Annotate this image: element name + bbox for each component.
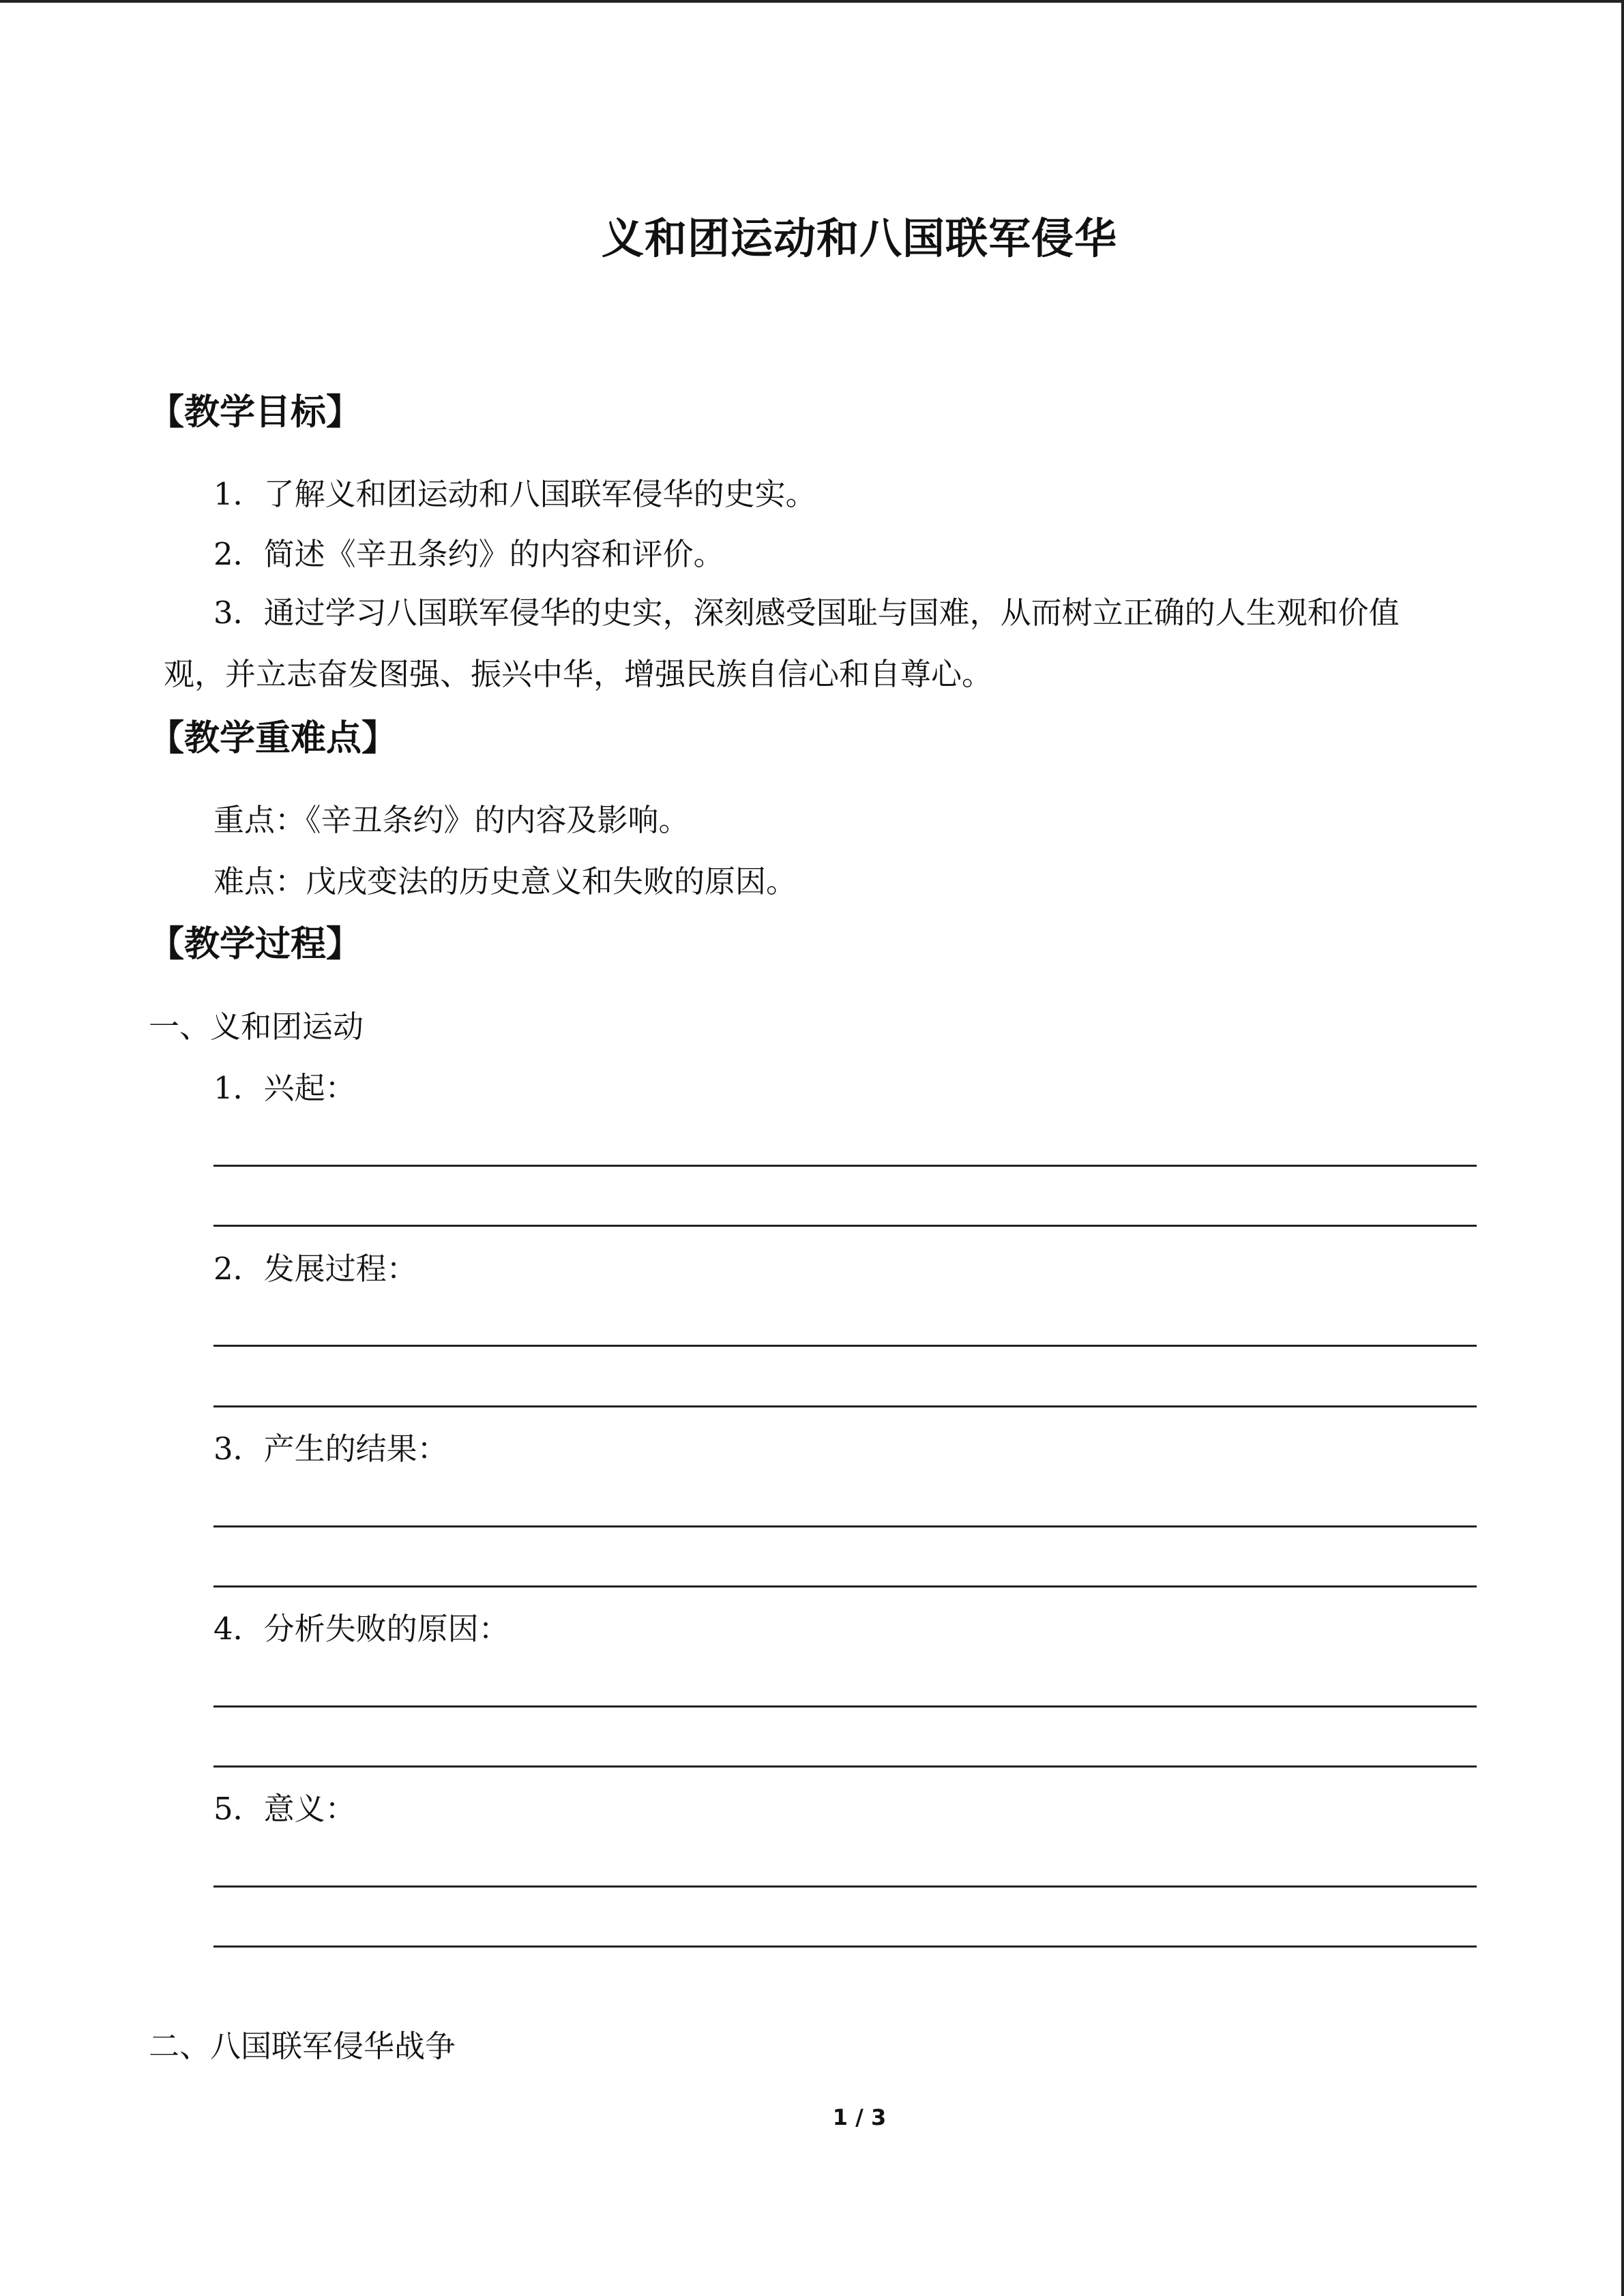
answer-line[interactable]	[213, 1165, 1477, 1167]
process-heading: 【教学过程】	[149, 924, 362, 965]
page-number: 1 / 3	[832, 2104, 887, 2130]
key-point-focus: 重点：《辛丑条约》的内容及影响。	[213, 802, 690, 838]
process-item-failure-reasons: 4．分析失败的原因：	[213, 1611, 510, 1647]
objective-item-2: 2．简述《辛丑条约》的内容和评价。	[213, 536, 724, 572]
part-one-heading: 一、义和团运动	[149, 1009, 364, 1045]
key-points-heading: 【教学重难点】	[149, 718, 398, 759]
part-two-heading: 二、八国联军侵华战争	[149, 2028, 456, 2064]
process-item-development: 2．发展过程：	[213, 1251, 417, 1287]
answer-line[interactable]	[213, 1525, 1477, 1527]
answer-line[interactable]	[213, 1345, 1477, 1347]
objectives-heading: 【教学目标】	[149, 392, 362, 433]
answer-line[interactable]	[213, 1705, 1477, 1708]
document-title: 义和团运动和八国联军侵华	[601, 213, 1117, 263]
objective-item-3-continued: 观，并立志奋发图强、振兴中华，增强民族自信心和自尊心。	[164, 656, 993, 692]
objective-item-1: 1．了解义和团运动和八国联军侵华的史实。	[213, 476, 816, 512]
process-item-result: 3．产生的结果：	[213, 1431, 448, 1467]
page-border-top	[0, 0, 1624, 3]
objective-item-3: 3．通过学习八国联军侵华的史实，深刻感受国耻与国难，从而树立正确的人生观和价值	[213, 595, 1400, 631]
key-point-difficulty: 难点：戊戌变法的历史意义和失败的原因。	[213, 863, 797, 899]
answer-line[interactable]	[213, 1585, 1477, 1587]
answer-line[interactable]	[213, 1765, 1477, 1768]
answer-line[interactable]	[213, 1945, 1477, 1948]
answer-line[interactable]	[213, 1405, 1477, 1407]
process-item-rise: 1．兴起：	[213, 1070, 356, 1106]
page-border-right	[1621, 0, 1624, 2296]
answer-line[interactable]	[213, 1225, 1477, 1227]
process-item-significance: 5．意义：	[213, 1791, 356, 1827]
answer-line[interactable]	[213, 1885, 1477, 1888]
